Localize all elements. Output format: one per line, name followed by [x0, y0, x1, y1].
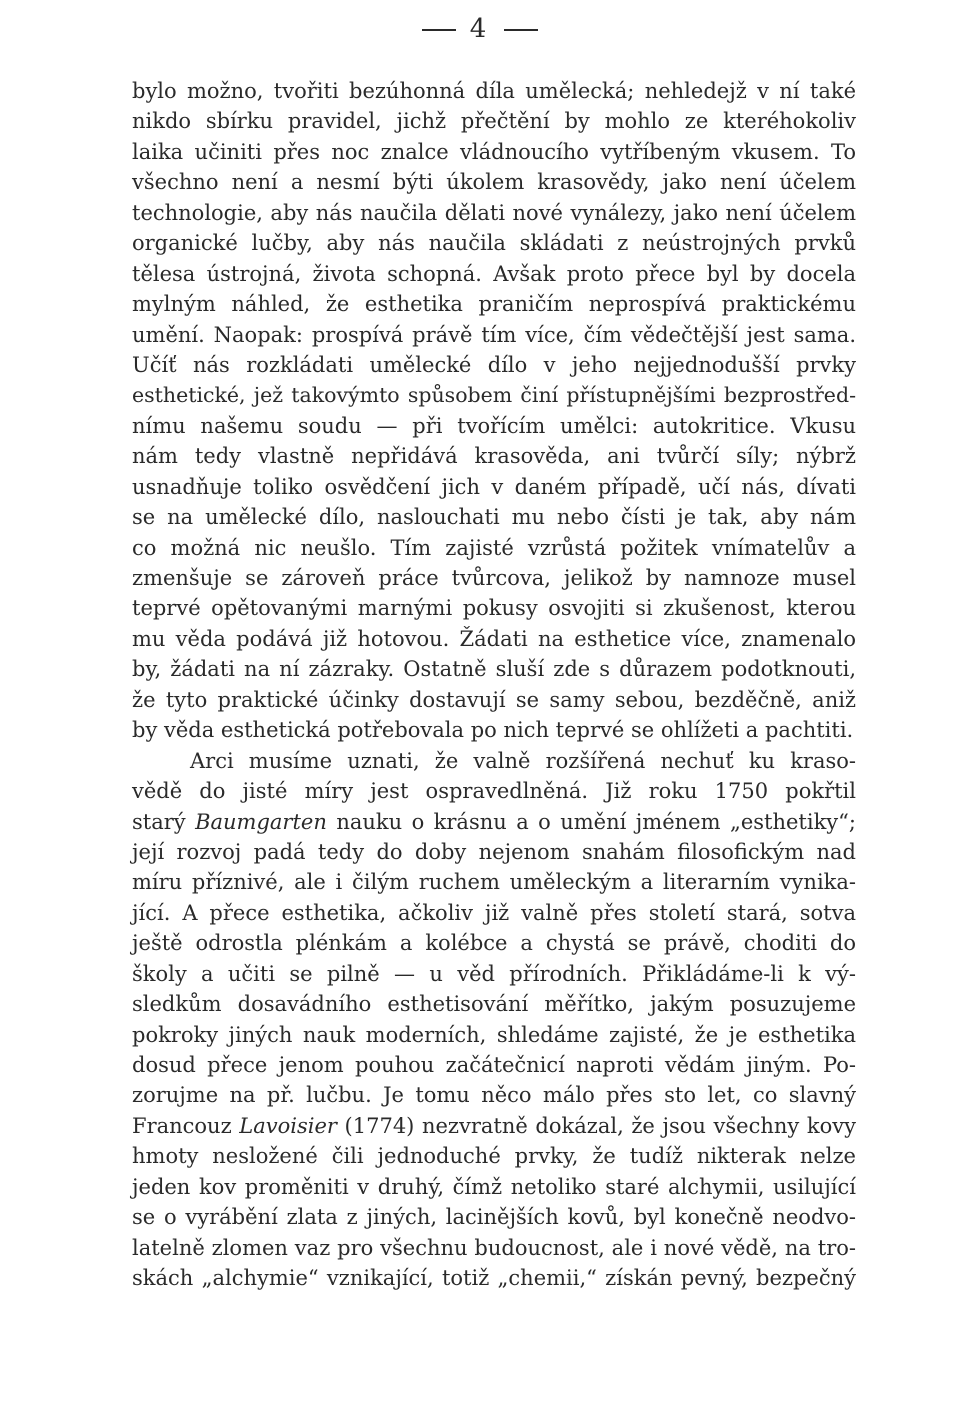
text-line: tělesa ústrojná, života schopná. Avšak proto přece byl by docela	[132, 261, 856, 286]
text-line-with-name-lavoisier	[132, 1111, 856, 1141]
line-segment: Francouz	[132, 1113, 240, 1138]
text-line: pokroky jiných nauk moderních, shledáme zajisté, že je esthetika	[132, 1022, 856, 1047]
text-line: zmenšuje se zároveň práce tvůrcova, jelikož by namnoze musel	[132, 566, 856, 590]
text-line: esthetické, jež takovýmto spůsobem činí přístupnějšími bezprostřed-	[132, 383, 856, 408]
person-name-lavoisier: Lavoisier	[239, 1113, 337, 1138]
text-line: mu věda podává již hotovou. Žádati na esthetice více, znamenalo	[132, 626, 856, 651]
page-number-right-dash	[504, 29, 538, 31]
text-line: latelně zlomen vaz pro všechnu budoucnost, ale i nové vědě, na tro-	[132, 1235, 856, 1260]
text-line: sledkům dosavádního esthetisování měřítko, jakým posuzujeme	[132, 992, 856, 1017]
text-line-paragraph-end: by věda esthetická potřebovala po nich teprvé se ohlížeti a pachtiti.	[132, 718, 854, 743]
page-number	[0, 14, 960, 44]
text-line: Učíť nás rozkládati umělecké dílo v jeho nejjednodušší prvky	[132, 352, 856, 377]
text-line: bylo možno, tvořiti bezúhonná díla umělecká; nehledejž v ní také	[132, 79, 856, 103]
page-number-left-dash	[422, 29, 456, 31]
text-line: technologie, aby nás naučila dělati nové vynálezy, jako není účelem	[132, 200, 856, 225]
text-line: teprvé opětovanými marnými pokusy osvojiti si zkušenost, kterou	[132, 596, 856, 621]
text-line: dosud přece jenom pouhou začátečnicí naproti vědám jiným. Po-	[132, 1053, 856, 1077]
text-line: usnadňuje toliko osvědčení jich v daném případě, učí nás, dívati	[132, 474, 856, 499]
text-line-paragraph-start: Arci musíme uznati, že valně rozšířená nechuť ku kraso-	[190, 748, 856, 773]
text-line: že tyto praktické účinky dostavují se samy sebou, bezděčně, aniž	[132, 687, 856, 712]
person-name-baumgarten: Baumgarten	[195, 809, 327, 834]
text-line: ještě odrostla plénkám a kolébce a chystá se právě, choditi do	[132, 931, 856, 956]
text-line: všechno není a nesmí býti úkolem krasovědy, jako není účelem	[132, 170, 856, 195]
text-line: nikdo sbírku pravidel, jichž přečtění by mohlo ze kteréhokoliv	[132, 109, 856, 134]
page-number-value: 4	[469, 14, 491, 44]
text-line: laika učiniti přes noc znalce vládnoucího vytříbeným vkusem. To	[132, 139, 856, 164]
line-segment: nauku o krásnu a o umění jménem „esthetiky“;	[326, 809, 856, 834]
text-line: jeden kov proměniti v druhý, čímž netoliko staré alchymii, usilující	[132, 1174, 856, 1199]
text-line: míru příznivé, ale i čilým ruchem uměleckým a literarním vynika-	[132, 870, 856, 895]
text-line: co možná nic neušlo. Tím zajisté vzrůstá požitek vnímatelův a	[132, 535, 856, 560]
body-text	[132, 76, 856, 1294]
line-segment: (1774) nezvratně dokázal, že jsou všechny kovy	[336, 1113, 856, 1138]
text-line: její rozvoj padá tedy do doby nejenom snahám filosofickým nad	[132, 839, 856, 864]
text-line: skách „alchymie“ vznikající, totiž „chemii,“ získán pevný, bezpečný	[132, 1266, 856, 1291]
text-line: by, žádati na ní zázraky. Ostatně sluší zde s důrazem podotknouti,	[132, 657, 856, 682]
text-line: školy a učiti se pilně — u věd přírodních. Přikládáme-li k vý-	[132, 961, 856, 986]
text-line: umění. Naopak: prospívá právě tím více, čím vědečtější jest sama.	[132, 322, 856, 347]
text-line: jící. A přece esthetika, ačkoliv již valně přes století stará, sotva	[132, 900, 856, 925]
line-segment: starý	[132, 809, 196, 834]
text-line: se o vyrábění zlata z jiných, lacinějších kovů, byl konečně neodvo-	[132, 1205, 856, 1230]
text-line: vědě do jisté míry jest ospravedlněná. Již roku 1750 pokřtil	[132, 779, 856, 804]
text-line: mylným náhled, že esthetika praničím neprospívá praktickému	[132, 292, 856, 317]
text-line: organické lučby, aby nás naučila skládati z neústrojných prvků	[132, 231, 856, 256]
text-line: hmoty nesložené čili jednoduché prvky, že tudíž nikterak nelze	[132, 1144, 856, 1169]
text-line: nímu našemu soudu — při tvořícím umělci: autokritice. Vkusu	[132, 413, 856, 438]
text-line-with-name-baumgarten	[132, 807, 856, 837]
text-line: zorujme na př. lučbu. Je tomu něco málo přes sto let, co slavný	[132, 1083, 856, 1108]
text-line: nám tedy vlastně nepřidává krasověda, ani tvůrčí síly; nýbrž	[132, 444, 856, 469]
text-line: se na umělecké dílo, naslouchati mu nebo čísti je tak, aby nám	[132, 505, 856, 530]
